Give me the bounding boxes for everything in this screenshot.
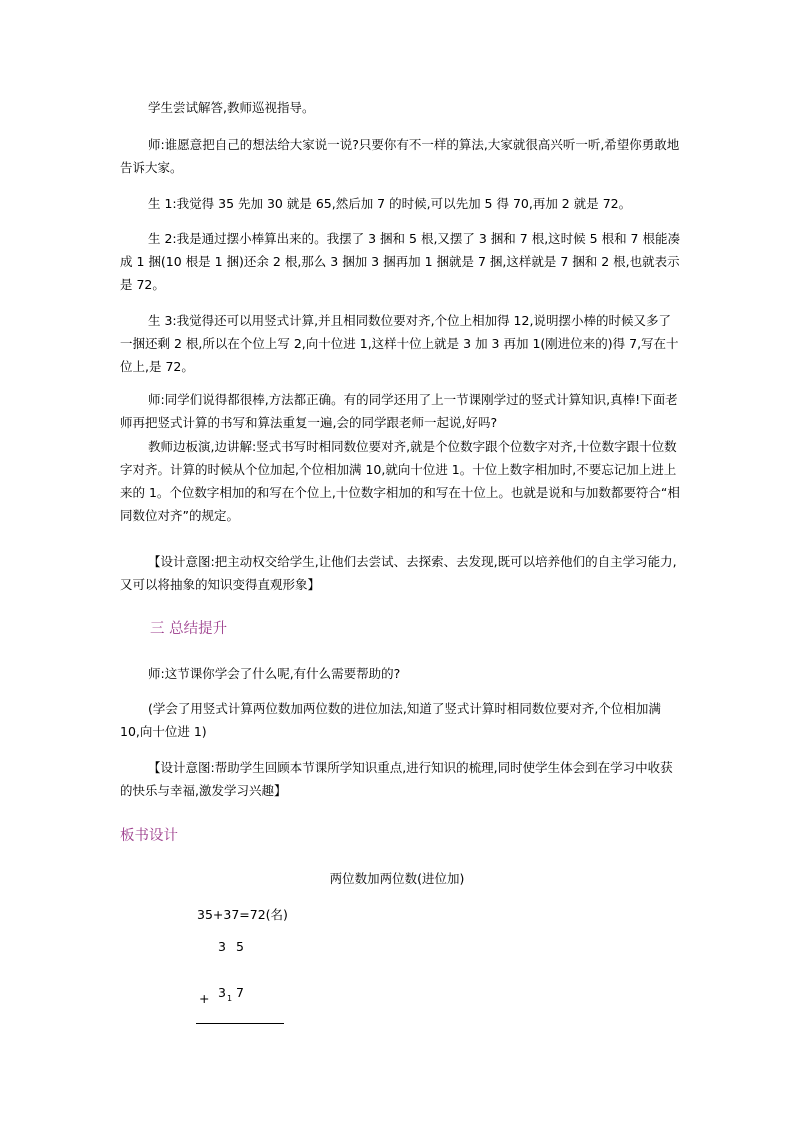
plus-sign: + <box>199 991 210 1006</box>
carry-digit: 1 <box>227 994 233 1003</box>
paragraph-summary-question: 师:这节课你学会了什么呢,有什么需要帮助的? <box>148 666 401 681</box>
vertical-row2-ones: 7 <box>236 985 244 1000</box>
paragraph-student-attempt: 学生尝试解答,教师巡视指导。 <box>148 100 315 115</box>
paragraph-student-2: 生 2:我是通过摆小棒算出来的。我摆了 3 捆和 5 根,又摆了 3 捆和 7 根,这时候 5 根和 7 根能凑成 1 捆(10 根是 1 捆)还余 2 根,那么 3 捆加 3 捆再加 1 捆就是 7 捆,这样就是 7 捆和 2 根,也就表示是 72。 <box>120 231 680 292</box>
vertical-row1-tens: 3 <box>218 939 226 954</box>
section-heading-summary: 三 总结提升 <box>150 621 228 637</box>
paragraph-student-1: 生 1:我觉得 35 先加 30 就是 65,然后加 7 的时候,可以先加 5 得 70,再加 2 就是 72。 <box>148 196 632 211</box>
board-title: 两位数加两位数(进位加) <box>329 871 465 886</box>
paragraph-teacher-invite: 师:谁愿意把自己的想法给大家说一说?只要你有不一样的算法,大家就很高兴听一听,希望你勇敢地告诉大家。 <box>120 137 680 175</box>
board-design-heading: 板书设计 <box>120 828 178 844</box>
board-equation: 35+37=72(名) <box>197 907 288 922</box>
paragraph-teacher-praise: 师:同学们说得都很棒,方法都正确。有的同学还用了上一节课刚学过的竖式计算知识,真棒!下面老师再把竖式计算的书写和算法重复一遍,会的同学跟老师一起说,好吗? <box>120 392 678 430</box>
paragraph-summary-answer: (学会了用竖式计算两位数加两位数的进位加法,知道了竖式计算时相同数位要对齐,个位相加满 10,向十位进 1) <box>120 701 661 739</box>
vertical-sum-rule <box>196 1023 284 1024</box>
paragraph-student-3: 生 3:我觉得还可以用竖式计算,并且相同数位要对齐,个位上相加得 12,说明摆小棒的时候又多了一捆还剩 2 根,所以在个位上写 2,向十位进 1,这样十位上就是 3 加 3 再加 1(刚进位来的)得 7,写在十位上,是 72。 <box>120 313 679 374</box>
paragraph-design-intent-2: 【设计意图:帮助学生回顾本节课所学知识重点,进行知识的梳理,同时使学生体会到在学习中收获的快乐与幸福,激发学习兴趣】 <box>120 760 673 798</box>
vertical-row1-ones: 5 <box>236 939 244 954</box>
vertical-row2-tens: 3 <box>218 985 226 1000</box>
paragraph-design-intent-1: 【设计意图:把主动权交给学生,让他们去尝试、去探索、去发现,既可以培养他们的自主学习能力,又可以将抽象的知识变得直观形象】 <box>120 554 677 592</box>
paragraph-teacher-explain: 教师边板演,边讲解:竖式书写时相同数位要对齐,就是个位数字跟个位数字对齐,十位数字跟十位数字对齐。计算的时候从个位加起,个位相加满 10,就向十位进 1。十位上数字相加时,不要忘记加上进上来的 1。个位数字相加的和写在个位上,十位数字相加的和写在十位上。也就是说和与加数都要符合“相同数位对齐”的规定。 <box>120 439 680 523</box>
